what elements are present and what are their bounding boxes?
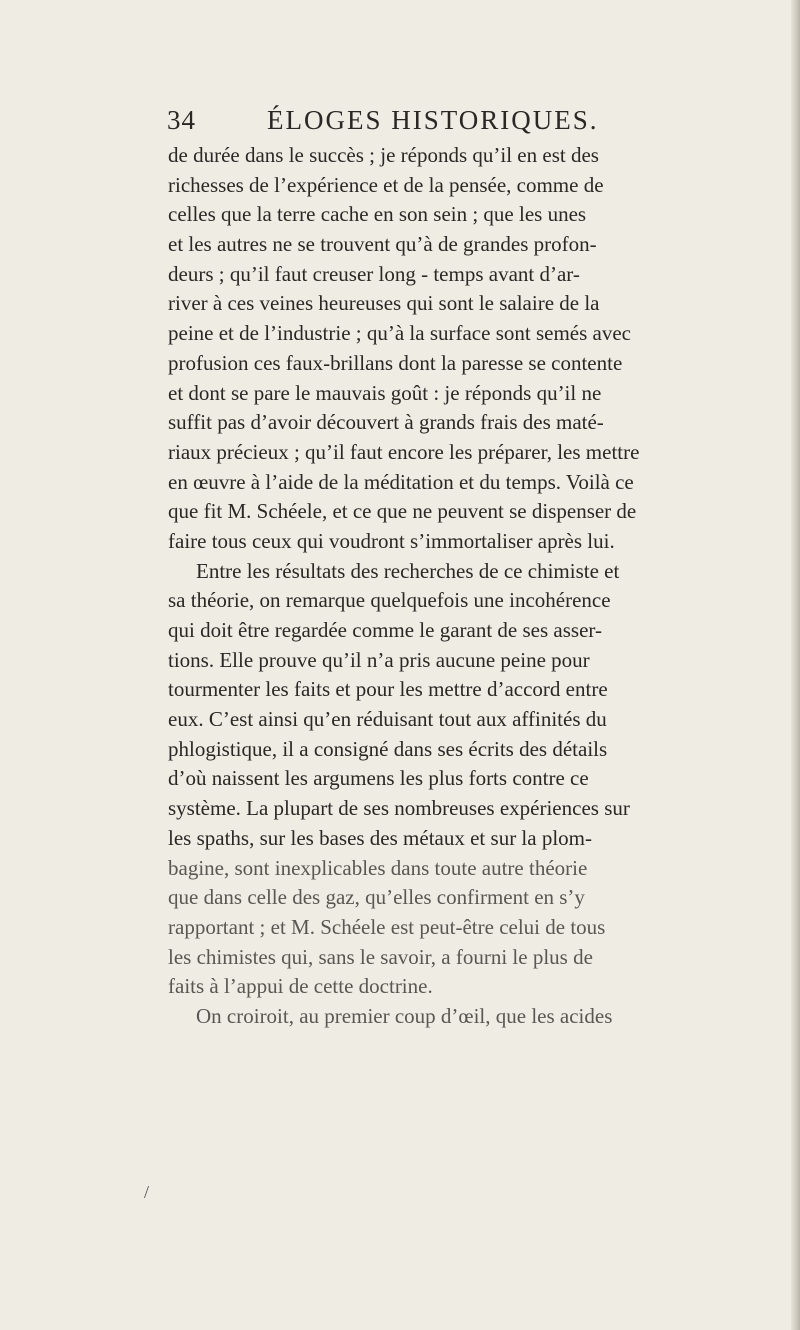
- page-number: 34: [167, 105, 196, 135]
- margin-mark: /: [144, 1182, 150, 1202]
- page-header: [167, 102, 727, 138]
- page-edge: [791, 0, 800, 1330]
- running-title: ÉLOGES HISTORIQUES.: [267, 105, 599, 135]
